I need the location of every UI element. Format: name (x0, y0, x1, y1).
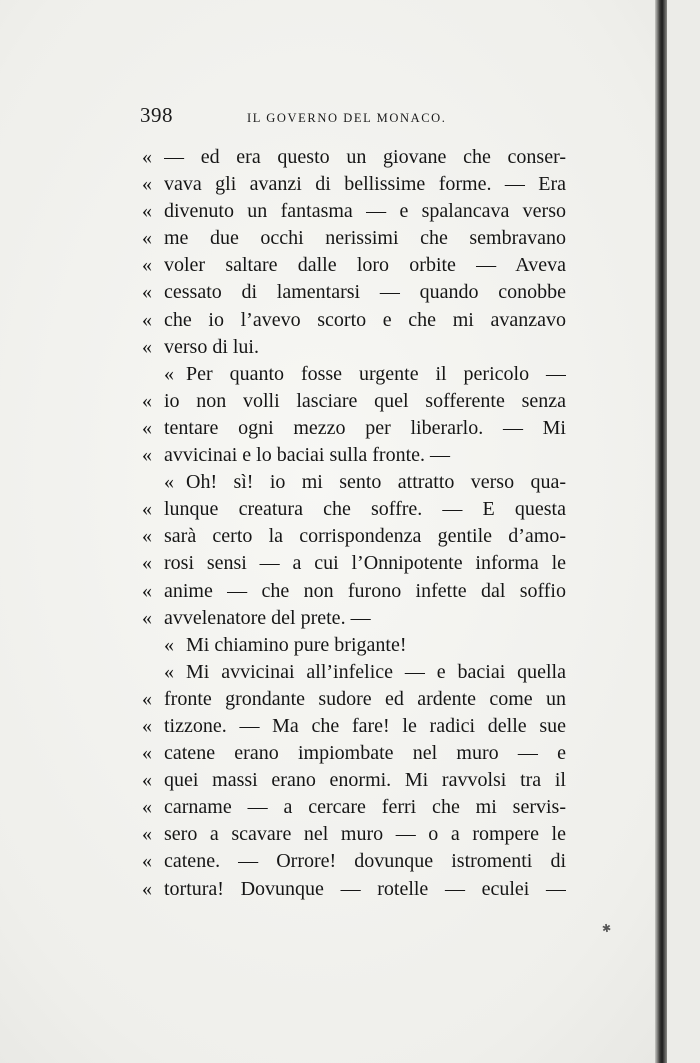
running-title: IL GOVERNO DEL MONACO. (247, 111, 447, 125)
text-line (142, 605, 566, 632)
quote-mark: « (142, 823, 152, 846)
quote-mark: « (142, 552, 152, 575)
line-text: sarà certo la corrispondenza gentile d’amo- (164, 525, 566, 548)
quote-mark: « (142, 416, 152, 439)
text-line (142, 171, 566, 198)
text-line (142, 252, 566, 279)
quote-mark: « (164, 660, 174, 683)
text-line (142, 469, 566, 496)
line-text: Oh! sì! io mi sento attratto verso qua- (186, 471, 566, 494)
line-text: cessato di lamentarsi — quando conobbe (164, 281, 566, 304)
text-line (142, 144, 566, 171)
quote-mark: « (164, 471, 174, 494)
quote-mark: « (142, 335, 152, 358)
ink-smudge: ✱ (601, 921, 613, 936)
quote-mark: « (142, 227, 152, 250)
text-line (142, 713, 566, 740)
text-line (142, 442, 566, 469)
line-text: che io l’avevo scorto e che mi avanzavo (164, 308, 566, 331)
line-text: Mi chiamino pure brigante! (186, 633, 407, 656)
quote-mark: « (142, 687, 152, 710)
quote-mark: « (142, 606, 152, 629)
line-text: tentare ogni mezzo per liberarlo. — Mi (164, 416, 566, 439)
line-text: carname — a cercare ferri che mi servis- (164, 796, 566, 819)
quote-mark: « (142, 742, 152, 765)
text-line (142, 361, 566, 388)
quote-mark: « (142, 498, 152, 521)
text-line (142, 632, 566, 659)
line-text: — ed era questo un giovane che conser- (164, 146, 566, 168)
line-text: Mi avvicinai all’infelice — e baciai quella (186, 660, 566, 683)
quote-mark: « (142, 714, 152, 737)
line-text: sero a scavare nel muro — o a rompere le (164, 823, 566, 846)
line-text: avvicinai e lo baciai sulla fronte. — (164, 444, 451, 467)
page-number: 398 (140, 103, 173, 127)
line-text: tizzone. — Ma che fare! le radici delle sue (164, 714, 566, 737)
quote-mark: « (142, 308, 152, 331)
line-text: catene. — Orrore! dovunque istromenti di (164, 850, 566, 873)
quote-mark: « (164, 362, 174, 385)
quote-mark: « (142, 389, 152, 412)
text-line (142, 794, 566, 821)
quote-mark: « (142, 281, 152, 304)
body-text (142, 144, 566, 903)
text-line (142, 740, 566, 767)
line-text: verso di lui. (164, 335, 259, 358)
text-line (142, 876, 566, 903)
text-line (142, 578, 566, 605)
quote-mark: « (142, 579, 152, 602)
text-line (142, 334, 566, 361)
text-line (142, 225, 566, 252)
text-line (142, 686, 566, 713)
quote-mark: « (142, 769, 152, 792)
quote-mark: « (142, 444, 152, 467)
text-line (142, 523, 566, 550)
quote-mark: « (164, 633, 174, 656)
line-text: Per quanto fosse urgente il pericolo — (186, 362, 566, 385)
text-line (142, 659, 566, 686)
text-line (142, 496, 566, 523)
text-line (142, 767, 566, 794)
quote-mark: « (142, 525, 152, 548)
quote-mark: « (142, 796, 152, 819)
line-text: io non volli lasciare quel sofferente senza (164, 389, 566, 412)
line-text: fronte grondante sudore ed ardente come un (164, 687, 566, 710)
line-text: me due occhi nerissimi che sembravano (164, 227, 566, 250)
line-text: lunque creatura che soffre. — E questa (164, 498, 566, 521)
line-text: avvelenatore del prete. — (164, 606, 371, 629)
text-line (142, 307, 566, 334)
text-line (142, 821, 566, 848)
text-line (142, 279, 566, 306)
line-text: catene erano impiombate nel muro — e (164, 742, 566, 765)
line-text: rosi sensi — a cui l’Onnipotente informa le (164, 552, 566, 575)
text-line (142, 388, 566, 415)
quote-mark: « (142, 173, 152, 196)
line-text: divenuto un fantasma — e spalancava verso (164, 200, 566, 223)
line-text: tortura! Dovunque — rotelle — eculei — (164, 877, 566, 900)
line-text: vava gli avanzi di bellissime forme. — Era (164, 173, 566, 196)
quote-mark: « (142, 877, 152, 900)
text-line (142, 848, 566, 875)
page-header (140, 103, 560, 133)
line-text: voler saltare dalle loro orbite — Aveva (164, 254, 566, 277)
text-line (142, 550, 566, 577)
quote-mark: « (142, 850, 152, 873)
line-text: anime — che non furono infette dal soffio (164, 579, 566, 602)
line-text: quei massi erano enormi. Mi ravvolsi tra il (164, 769, 566, 792)
quote-mark: « (142, 254, 152, 277)
text-line (142, 198, 566, 225)
quote-mark: « (142, 200, 152, 223)
facing-page-edge (667, 0, 700, 1063)
book-spine-shadow (655, 0, 667, 1063)
text-line (142, 415, 566, 442)
quote-mark: « (142, 146, 152, 168)
